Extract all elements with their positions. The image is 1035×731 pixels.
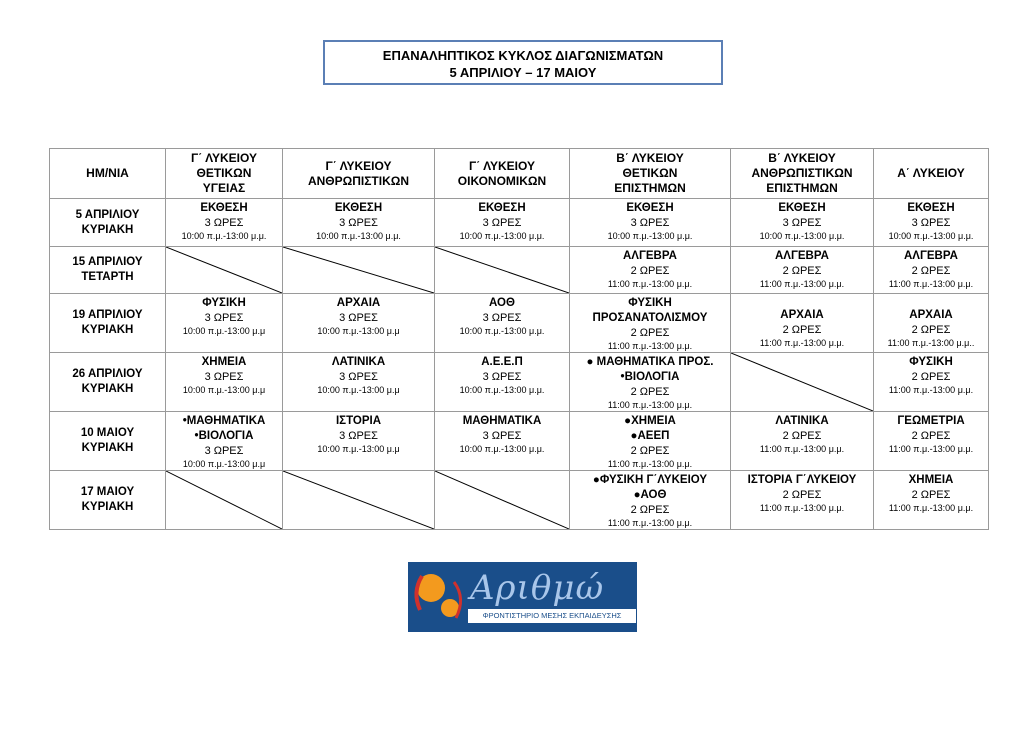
exam-time: 11:00 π.μ.-13:00 μ.μ. bbox=[607, 518, 693, 528]
empty-cell bbox=[166, 471, 283, 530]
exam-hours: 3 ΩΡΕΣ bbox=[339, 371, 378, 383]
date-line: 5 ΑΠΡΙΛΙΟΥ bbox=[75, 208, 140, 221]
diagonal-slash bbox=[283, 471, 434, 529]
date-line: ΤΕΤΑΡΤΗ bbox=[81, 271, 134, 283]
column-header-line: ΑΝΘΡΩΠΙΣΤΙΚΩΝ bbox=[751, 166, 853, 180]
exam-subject: ΕΚΘΕΣΗ bbox=[778, 202, 826, 214]
exam-subject: ●ΧΗΜΕΙΑ bbox=[624, 415, 676, 427]
exam-subject: ΛΑΤΙΝΙΚΑ bbox=[775, 415, 829, 427]
exam-subject: ΑΛΓΕΒΡΑ bbox=[623, 250, 677, 262]
diagonal-line bbox=[283, 471, 434, 529]
diagonal-line bbox=[166, 247, 282, 293]
exam-subject: ΑΟΘ bbox=[489, 297, 515, 309]
exam-time: 10:00 π.μ.-13:00 μ.μ bbox=[317, 444, 400, 454]
exam-cell bbox=[731, 247, 874, 294]
exam-subject: ●ΑΟΘ bbox=[633, 489, 667, 501]
column-header bbox=[731, 149, 874, 199]
exam-subject: ΠΡΟΣΑΝΑΤΟΛΙΣΜΟΥ bbox=[592, 312, 708, 324]
exam-time: 11:00 π.μ.-13:00 μ.μ. bbox=[607, 459, 693, 469]
date-cell bbox=[50, 294, 166, 353]
logo-spheres-icon bbox=[408, 562, 468, 632]
date-cell bbox=[50, 247, 166, 294]
empty-cell bbox=[283, 471, 435, 530]
exam-hours: 3 ΩΡΕΣ bbox=[482, 312, 522, 324]
exam-hours: 2 ΩΡΕΣ bbox=[911, 324, 951, 336]
exam-cell bbox=[570, 199, 731, 247]
date-line: 17 ΜΑΙΟΥ bbox=[80, 486, 135, 498]
exam-cell bbox=[435, 353, 570, 412]
exam-subject: ΕΚΘΕΣΗ bbox=[907, 202, 955, 214]
diagonal-slash bbox=[435, 471, 569, 529]
exam-subject: ΑΛΓΕΒΡΑ bbox=[904, 250, 958, 262]
exam-hours: 2 ΩΡΕΣ bbox=[630, 504, 670, 516]
exam-hours: 3 ΩΡΕΣ bbox=[204, 312, 244, 324]
exam-subject: •ΒΙΟΛΟΓΙΑ bbox=[620, 371, 680, 383]
exam-subject: ΕΚΘΕΣΗ bbox=[334, 202, 383, 214]
exam-time: 11:00 π.μ.-13:00 μ.μ. bbox=[607, 279, 693, 289]
exam-time: 10:00 π.μ.-13:00 μ.μ bbox=[317, 326, 400, 336]
exam-cell bbox=[283, 353, 435, 412]
diagonal-line bbox=[435, 471, 569, 529]
exam-time: 10:00 π.μ.-13:00 μ.μ. bbox=[316, 231, 401, 241]
exam-hours: 2 ΩΡΕΣ bbox=[911, 489, 951, 501]
logo-subtitle: ΦΡΟΝΤΙΣΤΗΡΙΟ ΜΕΣΗΣ ΕΚΠΑΙΔΕΥΣΗΣ bbox=[468, 609, 636, 623]
column-header-line: ΕΠΙΣΤΗΜΩΝ bbox=[614, 181, 686, 195]
exam-subject: ΑΛΓΕΒΡΑ bbox=[775, 250, 829, 262]
empty-cell bbox=[166, 247, 283, 294]
exam-hours: 3 ΩΡΕΣ bbox=[911, 217, 951, 229]
column-header bbox=[435, 149, 570, 199]
exam-hours: 3 ΩΡΕΣ bbox=[204, 217, 244, 229]
diagonal-slash bbox=[435, 247, 569, 293]
exam-subject: ΦΥΣΙΚΗ bbox=[909, 356, 953, 368]
exam-time: 11:00 π.μ.-13:00 μ.μ. bbox=[759, 444, 845, 454]
exam-time: 11:00 π.μ.-13:00 μ.μ. bbox=[888, 444, 974, 454]
title-line-1: ΕΠΑΝΑΛΗΠΤΙΚΟΣ ΚΥΚΛΟΣ ΔΙΑΓΩΝΙΣΜΑΤΩΝ bbox=[382, 48, 664, 63]
exam-cell bbox=[570, 412, 731, 471]
header-row bbox=[50, 149, 989, 199]
exam-cell bbox=[874, 294, 989, 353]
exam-cell bbox=[435, 412, 570, 471]
exam-hours: 3 ΩΡΕΣ bbox=[339, 430, 378, 442]
date-line: ΚΥΡΙΑΚΗ bbox=[81, 383, 134, 395]
exam-cell bbox=[570, 247, 731, 294]
exam-hours: 2 ΩΡΕΣ bbox=[630, 386, 670, 398]
table-row bbox=[50, 471, 989, 530]
exam-cell bbox=[874, 199, 989, 247]
exam-time: 10:00 π.μ.-13:00 μ.μ. bbox=[459, 231, 545, 241]
schedule-body bbox=[50, 199, 989, 530]
exam-cell bbox=[166, 353, 283, 412]
date-cell bbox=[50, 353, 166, 412]
diagonal-line bbox=[731, 353, 873, 411]
exam-hours: 2 ΩΡΕΣ bbox=[911, 371, 951, 383]
empty-cell bbox=[731, 353, 874, 412]
exam-subject: ΦΥΣΙΚΗ bbox=[202, 297, 246, 309]
exam-time: 10:00 π.μ.-13:00 μ.μ. bbox=[459, 444, 545, 454]
exam-hours: 2 ΩΡΕΣ bbox=[782, 265, 822, 277]
exam-hours: 3 ΩΡΕΣ bbox=[204, 371, 244, 383]
table-row bbox=[50, 353, 989, 412]
empty-cell bbox=[435, 247, 570, 294]
exam-subject: ● ΜΑΘΗΜΑΤΙΚΑ ΠΡΟΣ. bbox=[586, 356, 714, 368]
date-line: 26 ΑΠΡΙΛΙΟΥ bbox=[72, 368, 143, 380]
schedule-table bbox=[49, 148, 989, 530]
table-row bbox=[50, 294, 989, 353]
exam-cell bbox=[283, 412, 435, 471]
exam-cell bbox=[731, 412, 874, 471]
title-box bbox=[323, 40, 723, 85]
column-header-line: ΘΕΤΙΚΩΝ bbox=[622, 166, 678, 180]
exam-time: 11:00 π.μ.-13:00 μ.μ.. bbox=[887, 338, 975, 348]
diagonal-slash bbox=[731, 353, 873, 411]
column-header-line: ΘΕΤΙΚΩΝ bbox=[196, 166, 252, 180]
column-header-line: ΥΓΕΙΑΣ bbox=[202, 181, 246, 195]
exam-cell bbox=[283, 199, 435, 247]
exam-hours: 2 ΩΡΕΣ bbox=[630, 327, 670, 339]
exam-subject: Α.Ε.Ε.Π bbox=[481, 356, 523, 368]
exam-cell bbox=[874, 412, 989, 471]
exam-hours: 2 ΩΡΕΣ bbox=[911, 265, 951, 277]
column-header bbox=[166, 149, 283, 199]
exam-cell bbox=[731, 199, 874, 247]
exam-time: 10:00 π.μ.-13:00 μ.μ. bbox=[607, 231, 693, 241]
exam-hours: 2 ΩΡΕΣ bbox=[911, 430, 951, 442]
date-line: 10 ΜΑΙΟΥ bbox=[80, 427, 135, 439]
exam-hours: 3 ΩΡΕΣ bbox=[630, 217, 670, 229]
exam-subject: ΕΚΘΕΣΗ bbox=[200, 202, 248, 214]
exam-subject: ΧΗΜΕΙΑ bbox=[201, 356, 247, 368]
exam-hours: 3 ΩΡΕΣ bbox=[782, 217, 822, 229]
exam-time: 11:00 π.μ.-13:00 μ.μ. bbox=[607, 341, 693, 351]
exam-time: 10:00 π.μ.-13:00 μ.μ bbox=[182, 326, 266, 336]
exam-time: 10:00 π.μ.-13:00 μ.μ. bbox=[459, 385, 545, 395]
exam-time: 10:00 π.μ.-13:00 μ.μ. bbox=[181, 231, 267, 241]
date-line: ΚΥΡΙΑΚΗ bbox=[81, 501, 134, 513]
column-header-line: Γ΄ ΛΥΚΕΙΟΥ bbox=[325, 158, 392, 173]
column-header-line: Β΄ ΛΥΚΕΙΟΥ bbox=[768, 151, 836, 165]
diagonal-slash bbox=[166, 471, 282, 529]
exam-cell bbox=[731, 294, 874, 353]
exam-cell bbox=[435, 294, 570, 353]
exam-time: 10:00 π.μ.-13:00 μ.μ bbox=[317, 385, 400, 395]
date-cell bbox=[50, 199, 166, 247]
exam-subject: ΦΥΣΙΚΗ bbox=[628, 297, 672, 309]
exam-subject: ΑΡΧΑΙΑ bbox=[780, 309, 824, 321]
exam-time: 11:00 π.μ.-13:00 μ.μ. bbox=[888, 503, 974, 513]
exam-cell bbox=[166, 199, 283, 247]
exam-hours: 2 ΩΡΕΣ bbox=[630, 265, 670, 277]
exam-time: 11:00 π.μ.-13:00 μ.μ. bbox=[759, 279, 845, 289]
exam-time: 11:00 π.μ.-13:00 μ.μ. bbox=[759, 503, 845, 513]
column-header-line: Γ΄ ΛΥΚΕΙΟΥ bbox=[190, 151, 258, 165]
exam-hours: 2 ΩΡΕΣ bbox=[782, 430, 822, 442]
column-header-line: ΕΠΙΣΤΗΜΩΝ bbox=[766, 181, 838, 195]
exam-subject: ΓΕΩΜΕΤΡΙΑ bbox=[897, 415, 965, 427]
exam-cell bbox=[435, 199, 570, 247]
date-cell bbox=[50, 471, 166, 530]
exam-hours: 2 ΩΡΕΣ bbox=[782, 489, 822, 501]
column-header-line: Β΄ ΛΥΚΕΙΟΥ bbox=[616, 151, 684, 165]
title-line-2: 5 ΑΠΡΙΛΙΟΥ – 17 ΜΑΙΟΥ bbox=[449, 65, 597, 80]
empty-cell bbox=[435, 471, 570, 530]
exam-cell bbox=[731, 471, 874, 530]
exam-subject: ΑΡΧΑΙΑ bbox=[909, 309, 953, 321]
column-header-line: ΗΜ/ΝΙΑ bbox=[86, 166, 129, 180]
exam-subject: ΙΣΤΟΡΙΑ bbox=[335, 415, 382, 427]
date-line: 19 ΑΠΡΙΛΙΟΥ bbox=[72, 309, 143, 321]
exam-time: 11:00 π.μ.-13:00 μ.μ. bbox=[607, 400, 693, 410]
column-header-line: Γ΄ ΛΥΚΕΙΟΥ bbox=[468, 158, 536, 173]
column-header bbox=[283, 149, 435, 199]
exam-hours: 3 ΩΡΕΣ bbox=[204, 445, 244, 457]
column-header bbox=[50, 149, 166, 199]
diagonal-line bbox=[435, 247, 569, 293]
column-header-line: ΟΙΚΟΝΟΜΙΚΩΝ bbox=[457, 173, 547, 188]
table-row bbox=[50, 247, 989, 294]
exam-hours: 3 ΩΡΕΣ bbox=[482, 430, 522, 442]
exam-subject: •ΒΙΟΛΟΓΙΑ bbox=[194, 430, 254, 442]
exam-cell bbox=[283, 294, 435, 353]
exam-subject: ΕΚΘΕΣΗ bbox=[478, 202, 526, 214]
exam-time: 10:00 π.μ.-13:00 μ.μ. bbox=[459, 326, 545, 336]
table-row bbox=[50, 412, 989, 471]
diagonal-line bbox=[283, 247, 434, 293]
exam-time: 11:00 π.μ.-13:00 μ.μ. bbox=[888, 385, 974, 395]
table-row bbox=[50, 199, 989, 247]
exam-time: 10:00 π.μ.-13:00 μ.μ. bbox=[759, 231, 845, 241]
date-line: ΚΥΡΙΑΚΗ bbox=[81, 442, 134, 454]
exam-cell bbox=[874, 471, 989, 530]
exam-subject: ΙΣΤΟΡΙΑ Γ΄ΛΥΚΕΙΟΥ bbox=[747, 474, 857, 486]
exam-cell bbox=[874, 247, 989, 294]
exam-subject: ΜΑΘΗΜΑΤΙΚΑ bbox=[462, 415, 542, 427]
exam-subject: ΛΑΤΙΝΙΚΑ bbox=[331, 356, 386, 368]
exam-subject: ●ΦΥΣΙΚΗ Γ΄ΛΥΚΕΙΟΥ bbox=[592, 474, 708, 486]
exam-cell bbox=[166, 412, 283, 471]
exam-subject: ●ΑΕΕΠ bbox=[630, 430, 670, 442]
exam-hours: 3 ΩΡΕΣ bbox=[339, 217, 378, 229]
exam-time: 10:00 π.μ.-13:00 μ.μ bbox=[182, 459, 266, 469]
diagonal-slash bbox=[283, 247, 434, 293]
date-line: ΚΥΡΙΑΚΗ bbox=[81, 223, 134, 236]
exam-hours: 3 ΩΡΕΣ bbox=[482, 371, 522, 383]
exam-subject: ΕΚΘΕΣΗ bbox=[626, 202, 674, 214]
exam-cell bbox=[570, 471, 731, 530]
exam-cell bbox=[874, 353, 989, 412]
column-header bbox=[570, 149, 731, 199]
date-line: 15 ΑΠΡΙΛΙΟΥ bbox=[72, 256, 143, 268]
exam-subject: •ΜΑΘΗΜΑΤΙΚΑ bbox=[182, 415, 266, 427]
empty-cell bbox=[283, 247, 435, 294]
exam-cell bbox=[570, 294, 731, 353]
logo-wordmark: Αριθμώ bbox=[470, 568, 605, 608]
exam-time: 10:00 π.μ.-13:00 μ.μ bbox=[182, 385, 266, 395]
exam-hours: 2 ΩΡΕΣ bbox=[782, 324, 822, 336]
date-cell bbox=[50, 412, 166, 471]
logo bbox=[408, 562, 637, 632]
exam-cell bbox=[166, 294, 283, 353]
exam-time: 11:00 π.μ.-13:00 μ.μ. bbox=[888, 279, 974, 289]
column-header-line: Α΄ ΛΥΚΕΙΟΥ bbox=[897, 166, 965, 180]
diagonal-slash bbox=[166, 247, 282, 293]
exam-time: 11:00 π.μ.-13:00 μ.μ. bbox=[759, 338, 845, 348]
exam-hours: 3 ΩΡΕΣ bbox=[482, 217, 522, 229]
column-header bbox=[874, 149, 989, 199]
exam-cell bbox=[570, 353, 731, 412]
date-line: ΚΥΡΙΑΚΗ bbox=[81, 324, 134, 336]
column-header-line: ΑΝΘΡΩΠΙΣΤΙΚΩΝ bbox=[307, 173, 410, 188]
exam-time: 10:00 π.μ.-13:00 μ.μ. bbox=[888, 231, 974, 241]
exam-subject: ΧΗΜΕΙΑ bbox=[908, 474, 954, 486]
exam-subject: ΑΡΧΑΙΑ bbox=[336, 297, 381, 309]
exam-hours: 3 ΩΡΕΣ bbox=[339, 312, 378, 324]
exam-hours: 2 ΩΡΕΣ bbox=[630, 445, 670, 457]
diagonal-line bbox=[166, 471, 282, 529]
